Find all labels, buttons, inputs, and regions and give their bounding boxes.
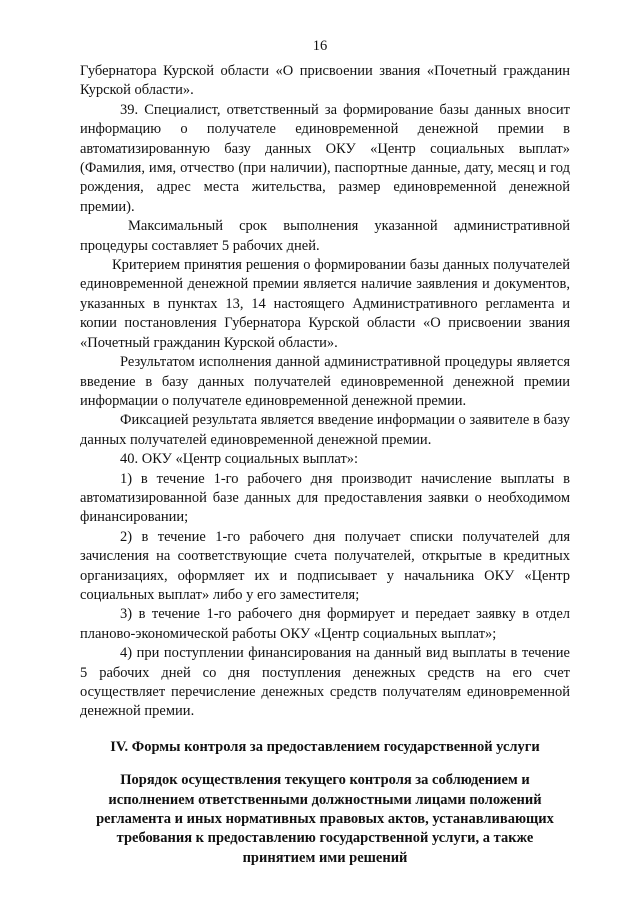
- subheading-line: исполнением ответственными должностными лицами положений: [108, 791, 542, 808]
- paragraph-criterion: Критерием принятия решения о формировании базы данных получателей единовременной денежной премии является наличие заявления и документов, указанных в пунктах 13, 14 настоящего Административного регламента и копии постановления Губернатора Курской области «О присвоении звания «Почетный гражданин Курской области».: [80, 257, 570, 351]
- document-body: [80, 62, 570, 868]
- paragraph-max-term: Максимальный срок выполнения указанной административной процедуры составляет 5 рабочих дней.: [80, 218, 570, 254]
- paragraph-result: Результатом исполнения данной административной процедуры является введение в базу данных получателей единовременной денежной премии информации о получателе единовременной денежной премии.: [80, 354, 570, 409]
- paragraph-item-39: 39. Специалист, ответственный за формирование базы данных вносит информацию о получателе единовременной денежной премии в автоматизированную базу данных ОКУ «Центр социальных выплат» (Фамилия, имя, отчество (при наличии), паспортные данные, дату, месяц и год рождения, адрес места жительства, размер единовременной денежной премии).: [80, 101, 570, 215]
- page-number: 16: [312, 38, 328, 54]
- paragraph-fixation: Фиксацией результата является введение информации о заявителе в базу данных получателей единовременной денежной премии.: [80, 412, 570, 448]
- subsection-heading: [80, 771, 570, 868]
- subheading-line: Порядок осуществления текущего контроля за соблюдением и: [120, 772, 530, 789]
- paragraph-continuation: Губернатора Курской области «О присвоении звания «Почетный гражданин Курской области».: [80, 63, 570, 99]
- section-heading: IV. Формы контроля за предоставлением государственной услуги: [110, 738, 540, 755]
- subheading-line: принятием ими решений: [242, 849, 408, 866]
- paragraph-item-40-2: 2) в течение 1-го рабочего дня получает списки получателей для зачисления на соответствующие счета получателей, открытые в кредитных организациях, оформляет их и подписывает у начальника ОКУ «Центр социальных выплат» либо у его заместителя;: [80, 528, 570, 603]
- subheading-line: регламента и иных нормативных правовых актов, устанавливающих: [96, 811, 554, 828]
- paragraph-item-40: 40. ОКУ «Центр социальных выплат»:: [120, 451, 359, 468]
- paragraph-item-40-1: 1) в течение 1-го рабочего дня производит начисление выплаты в автоматизированной базе данных для предоставления заявки о необходимом финансировании;: [80, 470, 570, 526]
- paragraph-item-40-3: 3) в течение 1-го рабочего дня формирует и передает заявку в отдел планово-экономической работы ОКУ «Центр социальных выплат»;: [80, 606, 570, 642]
- subheading-line: требования к предоставлению государственной услуги, а также: [116, 830, 534, 847]
- paragraph-item-40-4: 4) при поступлении финансирования на данный вид выплаты в течение 5 рабочих дней со дня поступления денежных средств на его счет осуществляет перечисление денежных средств получателям единовременной денежной премии.: [80, 645, 570, 720]
